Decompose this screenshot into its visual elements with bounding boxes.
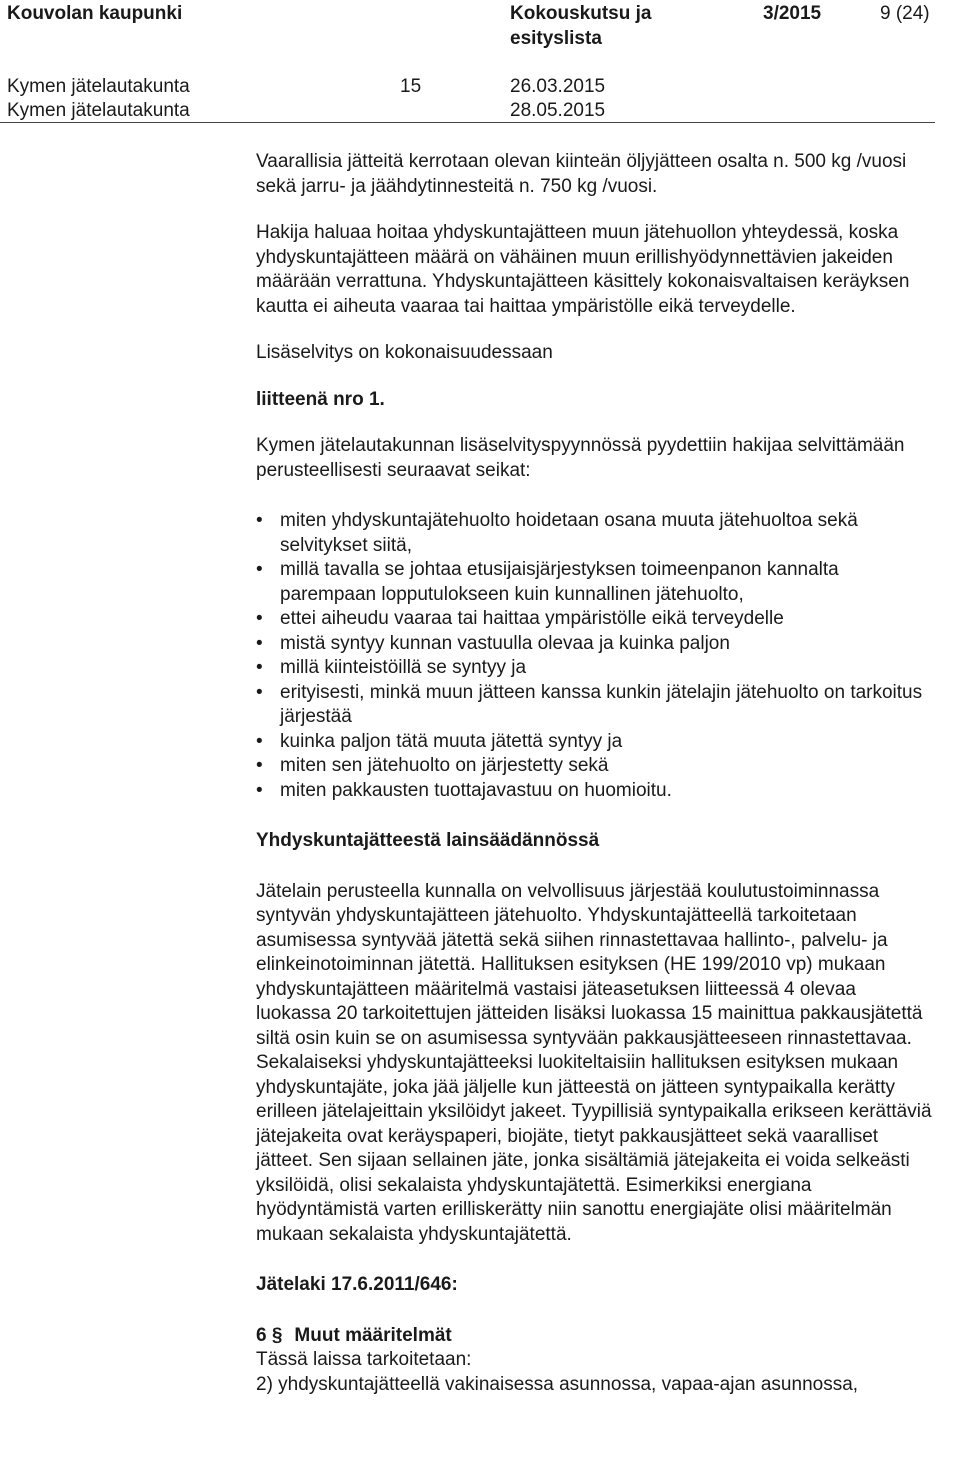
document-body (256, 150, 936, 1397)
header-divider (0, 122, 935, 123)
paragraph-sentence: Hakija haluaa hoitaa yhdyskuntajätteen muun jätehuollon yhteydessä, koska yhdyskuntajätteen määrä on vähäinen muun erillishyödynnettävien jakeiden määrään verrattuna. (256, 222, 899, 292)
list-item: • kuinka paljon tätä muuta jätettä syntyy ja (256, 730, 936, 755)
list-item: • millä tavalla se johtaa etusijaisjärjestyksen toimeenpanon kannalta parempaan lopputulokseen kuin kunnallinen jätehuolto, (256, 558, 936, 607)
attachment-reference: liitteenä nro 1. (256, 388, 385, 410)
paragraph: Lisäselvitys on kokonaisuudessaan (256, 342, 553, 363)
page-number: 9 (24) (880, 3, 930, 24)
list-item: • miten yhdyskuntajätehuolto hoidetaan osana muuta jätehuoltoa sekä selvitykset siitä, (256, 509, 936, 558)
meeting-body: Kymen jätelautakunta (7, 76, 190, 97)
paragraph: Vaarallisia jätteitä kerrotaan olevan kiinteän öljyjätteen osalta n. 500 kg /vuosi sekä jarru- ja jäähdytinnesteitä n. 750 kg /vuosi. (256, 151, 907, 197)
document-type-line1: Kokouskutsu ja (510, 3, 652, 24)
meeting-date: 28.05.2015 (510, 100, 606, 121)
meeting-date: 26.03.2015 (510, 76, 606, 97)
list-item: • erityisesti, minkä muun jätteen kanssa kunkin jätelajin jätehuolto on tarkoitus järjestää (256, 681, 936, 730)
list-item: • miten sen jätehuolto on järjestetty sekä (256, 754, 936, 779)
document-type-line2: esityslista (510, 28, 602, 49)
meeting-body: Kymen jätelautakunta (7, 100, 190, 121)
list-item: • millä kiinteistöillä se syntyy ja (256, 656, 936, 681)
list-item: • miten pakkausten tuottajavastuu on huomioitu. (256, 779, 936, 804)
paragraph (256, 221, 936, 319)
section-number: 6 § (256, 1324, 283, 1346)
document-number: 3/2015 (763, 3, 822, 24)
section-title (256, 1324, 936, 1349)
section-heading: Yhdyskuntajätteestä lainsäädännössä (256, 830, 600, 851)
paragraph: 2) yhdyskuntajätteellä vakinaisessa asunnossa, vapaa-ajan asunnossa, (256, 1373, 859, 1395)
organization-name: Kouvolan kaupunki (7, 3, 183, 24)
list-item: • mistä syntyy kunnan vastuulla olevaa ja kuinka paljon (256, 632, 936, 657)
section-title-text: Muut määritelmät (294, 1324, 452, 1346)
meeting-item-number: 15 (400, 76, 422, 97)
paragraph: Kymen jätelautakunnan lisäselvityspyynnössä pyydettiin hakijaa selvittämään perusteellisesti seuraavat seikat: (256, 435, 905, 481)
bullet-list (256, 509, 936, 803)
paragraph: Jätelain perusteella kunnalla on velvollisuus järjestää koulutustoiminnassa syntyvän yhdyskuntajätteen jätehuolto. Yhdyskuntajätteellä tarkoitetaan asumisessa syntyvää jätettä sekä siihen rinnastettavaa hallinto-, palvelu- ja elinkeinotoiminnan jätettä. Hallituksen esityksen (HE 199/2010 vp) mukaan yhdyskuntajätteen määritelmä vastaisi jäteasetuksen liitteessä 4 olevaa luokassa 20 tarkoitettujen jätteiden lisäksi luokassa 15 mainittua pakkausjätettä siltä osin kuin se on asumisessa syntyvään pakkausjätteeseen rinnastettavaa. Sekalaiseksi yhdyskuntajätteeksi luokiteltaisiin hallituksen esityksen mukaan yhdyskuntajäte, joka jää jäljelle kun jätteestä on jätteen syntypaikalla kerätty erilleen jätelajeittain yksilöidyt jakeet. Tyypillisiä syntypaikalla erikseen kerättäviä jätejakeita ovat keräyspaperi, biojäte, tietyt pakkausjätteet sekä vaaralliset jätteet. Sen sijaan sellainen jäte, jonka sisältämiä jätejakeita ei voida selkeästi yksilöidä, olisi sekalaista yhdyskuntajätettä. Esimerkiksi energiana hyödyntämistä varten erilliskerätty niin sanottu energiajäte olisi määritelmän mukaan sekalaista yhdyskuntajätettä. (256, 880, 932, 1245)
law-reference-heading: Jätelaki 17.6.2011/646: (256, 1274, 458, 1295)
paragraph-sentence: Yhdyskuntajätteen käsittely kokonaisvaltaisen keräyksen kautta ei aiheuta vaaraa tai haittaa ympäristölle eikä terveydelle. (256, 271, 910, 317)
paragraph: Tässä laissa tarkoitetaan: (256, 1349, 472, 1370)
list-item: • ettei aiheudu vaaraa tai haittaa ympäristölle eikä terveydelle (256, 607, 936, 632)
